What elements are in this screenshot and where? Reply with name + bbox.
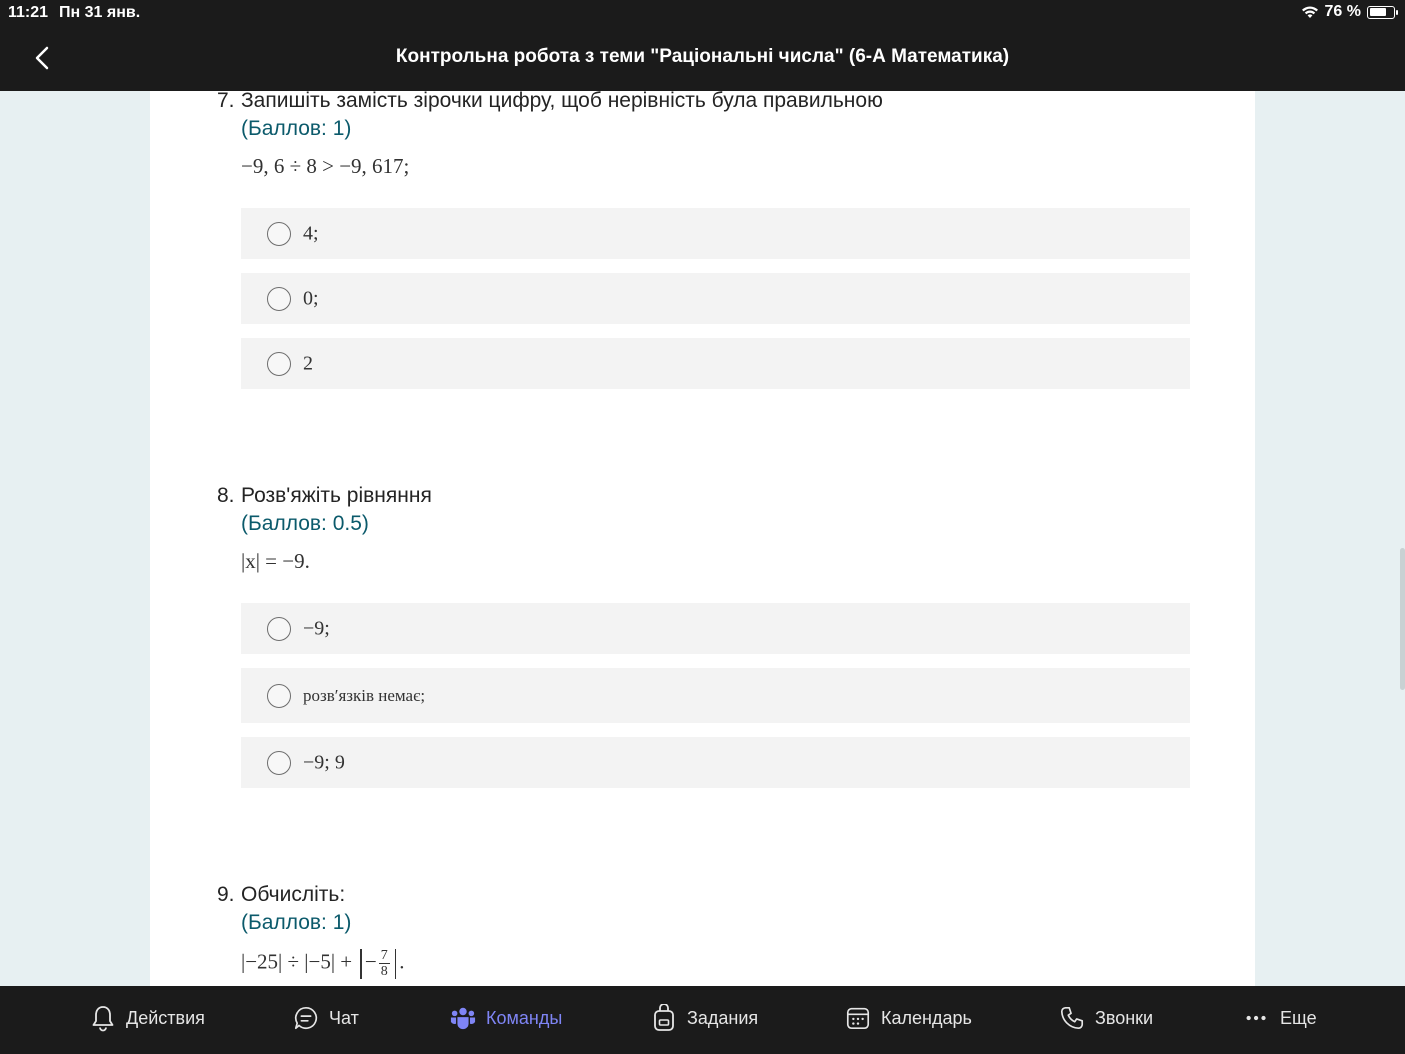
question-9 <box>217 882 1197 979</box>
answer-option[interactable] <box>241 338 1190 389</box>
question-title <box>217 882 1197 908</box>
option-label: 2 <box>303 352 313 374</box>
app-header <box>0 26 1405 91</box>
question-number: 9. <box>217 883 235 906</box>
tab-calls[interactable] <box>1059 1004 1153 1032</box>
expression-minus: − <box>364 949 377 974</box>
tab-label: Задания <box>687 1007 759 1028</box>
tab-label: Еще <box>1280 1007 1317 1028</box>
question-8 <box>217 483 1197 574</box>
tab-label: Чат <box>329 1007 359 1028</box>
battery-percent: 76 % <box>1324 3 1361 20</box>
status-time: 11:21 <box>8 4 49 21</box>
option-label: розв′язків немає; <box>303 685 426 705</box>
abs-bar-left <box>360 949 362 979</box>
answer-option[interactable] <box>241 737 1190 788</box>
fraction-denominator: 8 <box>380 964 388 979</box>
fraction-numerator: 7 <box>380 948 388 963</box>
question-text: Обчисліть: <box>241 883 346 906</box>
chat-icon <box>293 1004 319 1032</box>
tab-teams[interactable] <box>450 1004 562 1032</box>
battery-fill <box>1370 8 1387 16</box>
question-title <box>217 91 1197 114</box>
bell-icon <box>90 1004 116 1032</box>
radio-button[interactable] <box>267 352 291 376</box>
wifi-icon <box>1301 5 1319 19</box>
tab-label: Звонки <box>1095 1007 1154 1028</box>
option-label: 0; <box>303 287 319 309</box>
expression-prefix: |−25| ÷ |−5| + <box>241 949 358 974</box>
answer-option[interactable] <box>241 273 1190 324</box>
answer-option[interactable] <box>241 668 1190 723</box>
quiz-content[interactable] <box>150 91 1255 986</box>
tab-calendar[interactable] <box>845 1004 972 1032</box>
question-points: (Баллов: 1) <box>241 117 352 140</box>
radio-button[interactable] <box>267 617 291 641</box>
radio-button[interactable] <box>267 222 291 246</box>
option-label: −9; <box>303 617 330 639</box>
question-points: (Баллов: 1) <box>241 911 352 934</box>
question-number: 8. <box>217 484 235 507</box>
radio-button[interactable] <box>267 684 291 708</box>
phone-icon <box>1059 1004 1085 1032</box>
question-7 <box>217 91 1197 179</box>
page-title: Контрольна робота з теми "Раціональні числа" (6-А Математика) <box>395 46 1010 67</box>
question-expression <box>241 948 1197 979</box>
radio-button[interactable] <box>267 287 291 311</box>
question-text: Розв'яжіть рівняння <box>241 484 432 507</box>
fraction <box>379 948 390 979</box>
answer-option[interactable] <box>241 208 1190 259</box>
more-icon <box>1244 1004 1270 1032</box>
tab-label: Календарь <box>881 1007 972 1028</box>
battery-icon <box>1367 6 1395 19</box>
abs-bar-right <box>395 949 397 979</box>
option-label: 4; <box>303 222 319 244</box>
question-expression: −9, 6 ÷ 8 > −9, 617; <box>241 154 410 178</box>
status-bar <box>0 0 1405 26</box>
tab-label: Действия <box>126 1007 205 1028</box>
question-title <box>217 483 1197 509</box>
tab-assignments[interactable] <box>651 1004 758 1032</box>
scrollbar[interactable] <box>1400 548 1405 690</box>
calendar-icon <box>845 1004 871 1032</box>
expression-suffix: . <box>399 949 405 974</box>
option-label: −9; 9 <box>303 751 345 773</box>
status-date: Пн 31 янв. <box>59 4 141 21</box>
radio-button[interactable] <box>267 751 291 775</box>
tab-activity[interactable] <box>90 1004 205 1032</box>
status-indicators <box>1301 3 1395 21</box>
tab-chat[interactable] <box>293 1004 359 1032</box>
backpack-icon <box>651 1004 677 1032</box>
tab-more[interactable] <box>1244 1004 1317 1032</box>
teams-icon <box>450 1004 476 1032</box>
question-text: Запишіть замість зірочки цифру, щоб нерівність була правильною <box>241 91 883 112</box>
bottom-tab-bar <box>0 986 1405 1054</box>
answer-option[interactable] <box>241 603 1190 654</box>
question-points: (Баллов: 0.5) <box>241 512 369 535</box>
question-expression: |x| = −9. <box>241 549 310 573</box>
tab-label: Команды <box>486 1007 563 1028</box>
question-number: 7. <box>217 91 235 112</box>
